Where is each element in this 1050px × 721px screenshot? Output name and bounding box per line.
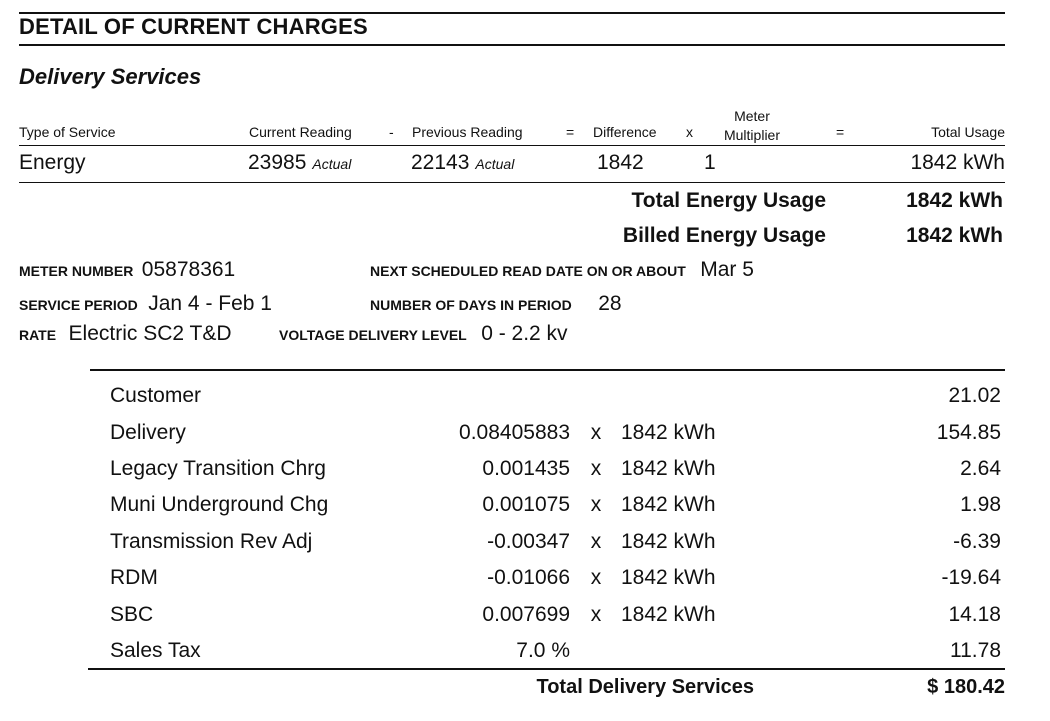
header-total-usage: Total Usage	[931, 124, 1005, 140]
usage-row-rule	[19, 182, 1005, 183]
billed-energy-label: Billed Energy Usage	[622, 224, 826, 247]
rate-value: Electric SC2 T&D	[68, 322, 232, 345]
charge-rate: 0.001435	[482, 457, 570, 480]
voltage-value: 0 - 2.2 kv	[481, 322, 568, 345]
header-current-reading: Current Reading	[249, 124, 352, 140]
next-read-label: NEXT SCHEDULED READ DATE ON OR ABOUT	[370, 263, 686, 279]
days-label: NUMBER OF DAYS IN PERIOD	[370, 297, 572, 313]
charge-name: Delivery	[110, 421, 186, 444]
charge-times: x	[590, 457, 602, 480]
grand-total-label: Total Delivery Services	[536, 676, 754, 698]
charge-name: RDM	[110, 566, 158, 589]
charge-name: Transmission Rev Adj	[110, 530, 313, 553]
charge-rate: -0.00347	[487, 530, 570, 553]
section-title: Delivery Services	[19, 64, 202, 89]
service-period-label: SERVICE PERIOD	[19, 297, 138, 313]
charge-name: Muni Underground Chg	[110, 493, 329, 516]
charge-quantity: 1842 kWh	[621, 603, 716, 626]
days-value: 28	[598, 292, 622, 315]
difference-value: 1842	[597, 151, 644, 174]
next-read	[370, 258, 754, 282]
charge-amount: 14.18	[948, 603, 1001, 626]
multiplier-value: 1	[704, 151, 716, 174]
charge-quantity: 1842 kWh	[621, 421, 716, 444]
charge-amount: -6.39	[953, 530, 1001, 553]
charges-top-rule	[90, 369, 1005, 371]
header-meter-line1: Meter	[734, 108, 770, 124]
charge-rate: 0.007699	[482, 603, 570, 626]
current-reading	[248, 151, 351, 175]
title-rule	[19, 44, 1005, 46]
total-energy-value: 1842 kWh	[906, 189, 1003, 212]
charge-times: x	[590, 493, 602, 516]
charge-name: Customer	[110, 384, 202, 407]
grand-total-value: $ 180.42	[927, 676, 1005, 698]
charge-times: x	[590, 566, 602, 589]
service-type: Energy	[19, 151, 86, 174]
header-equals-2: =	[836, 124, 845, 140]
charge-amount: 21.02	[948, 384, 1001, 407]
charge-name: Legacy Transition Chrg	[110, 457, 326, 480]
header-times: x	[686, 124, 693, 140]
service-period	[19, 292, 272, 316]
header-previous-reading: Previous Reading	[412, 124, 523, 140]
rate-label: RATE	[19, 327, 57, 343]
total-usage-value: 1842 kWh	[910, 151, 1005, 174]
header-meter-line2: Multiplier	[723, 127, 780, 143]
next-read-value: Mar 5	[700, 258, 754, 281]
meter-number-value: 05878361	[141, 258, 236, 281]
charge-rate: 7.0 %	[516, 639, 570, 662]
charge-rate: -0.01066	[487, 566, 570, 589]
rate	[19, 322, 232, 346]
previous-reading-value: 22143	[411, 151, 470, 174]
charge-name: SBC	[110, 603, 154, 626]
voltage-label: VOLTAGE DELIVERY LEVEL	[279, 327, 467, 343]
charge-rate: 0.08405883	[459, 421, 570, 444]
total-energy-label: Total Energy Usage	[631, 189, 826, 212]
current-reading-value: 23985	[248, 151, 307, 174]
charge-amount: 1.98	[960, 493, 1001, 516]
charge-amount: -19.64	[941, 566, 1001, 589]
charge-amount: 2.64	[960, 457, 1001, 480]
charge-times: x	[590, 530, 602, 553]
meter-number	[19, 258, 235, 282]
billed-energy-value: 1842 kWh	[906, 224, 1003, 247]
previous-reading-status: Actual	[475, 156, 515, 172]
charges-bottom-rule	[88, 668, 1005, 670]
charge-name: Sales Tax	[110, 639, 201, 662]
service-period-value: Jan 4 - Feb 1	[148, 292, 272, 315]
charge-amount: 154.85	[936, 421, 1001, 444]
current-reading-status: Actual	[312, 156, 352, 172]
voltage	[279, 322, 568, 346]
charge-quantity: 1842 kWh	[621, 493, 716, 516]
header-minus: -	[389, 124, 394, 140]
charge-quantity: 1842 kWh	[621, 457, 716, 480]
charge-quantity: 1842 kWh	[621, 530, 716, 553]
charge-times: x	[590, 421, 602, 444]
charge-times: x	[590, 603, 602, 626]
page-title: DETAIL OF CURRENT CHARGES	[19, 14, 368, 39]
usage-header-rule	[19, 145, 1005, 146]
header-difference: Difference	[593, 124, 657, 140]
charge-amount: 11.78	[950, 639, 1001, 662]
meter-number-label: METER NUMBER	[19, 263, 134, 279]
header-type-of-service: Type of Service	[19, 124, 116, 140]
previous-reading	[411, 151, 514, 175]
header-equals-1: =	[566, 124, 575, 140]
charge-rate: 0.001075	[482, 493, 570, 516]
days-in-period	[370, 292, 622, 316]
charge-quantity: 1842 kWh	[621, 566, 716, 589]
